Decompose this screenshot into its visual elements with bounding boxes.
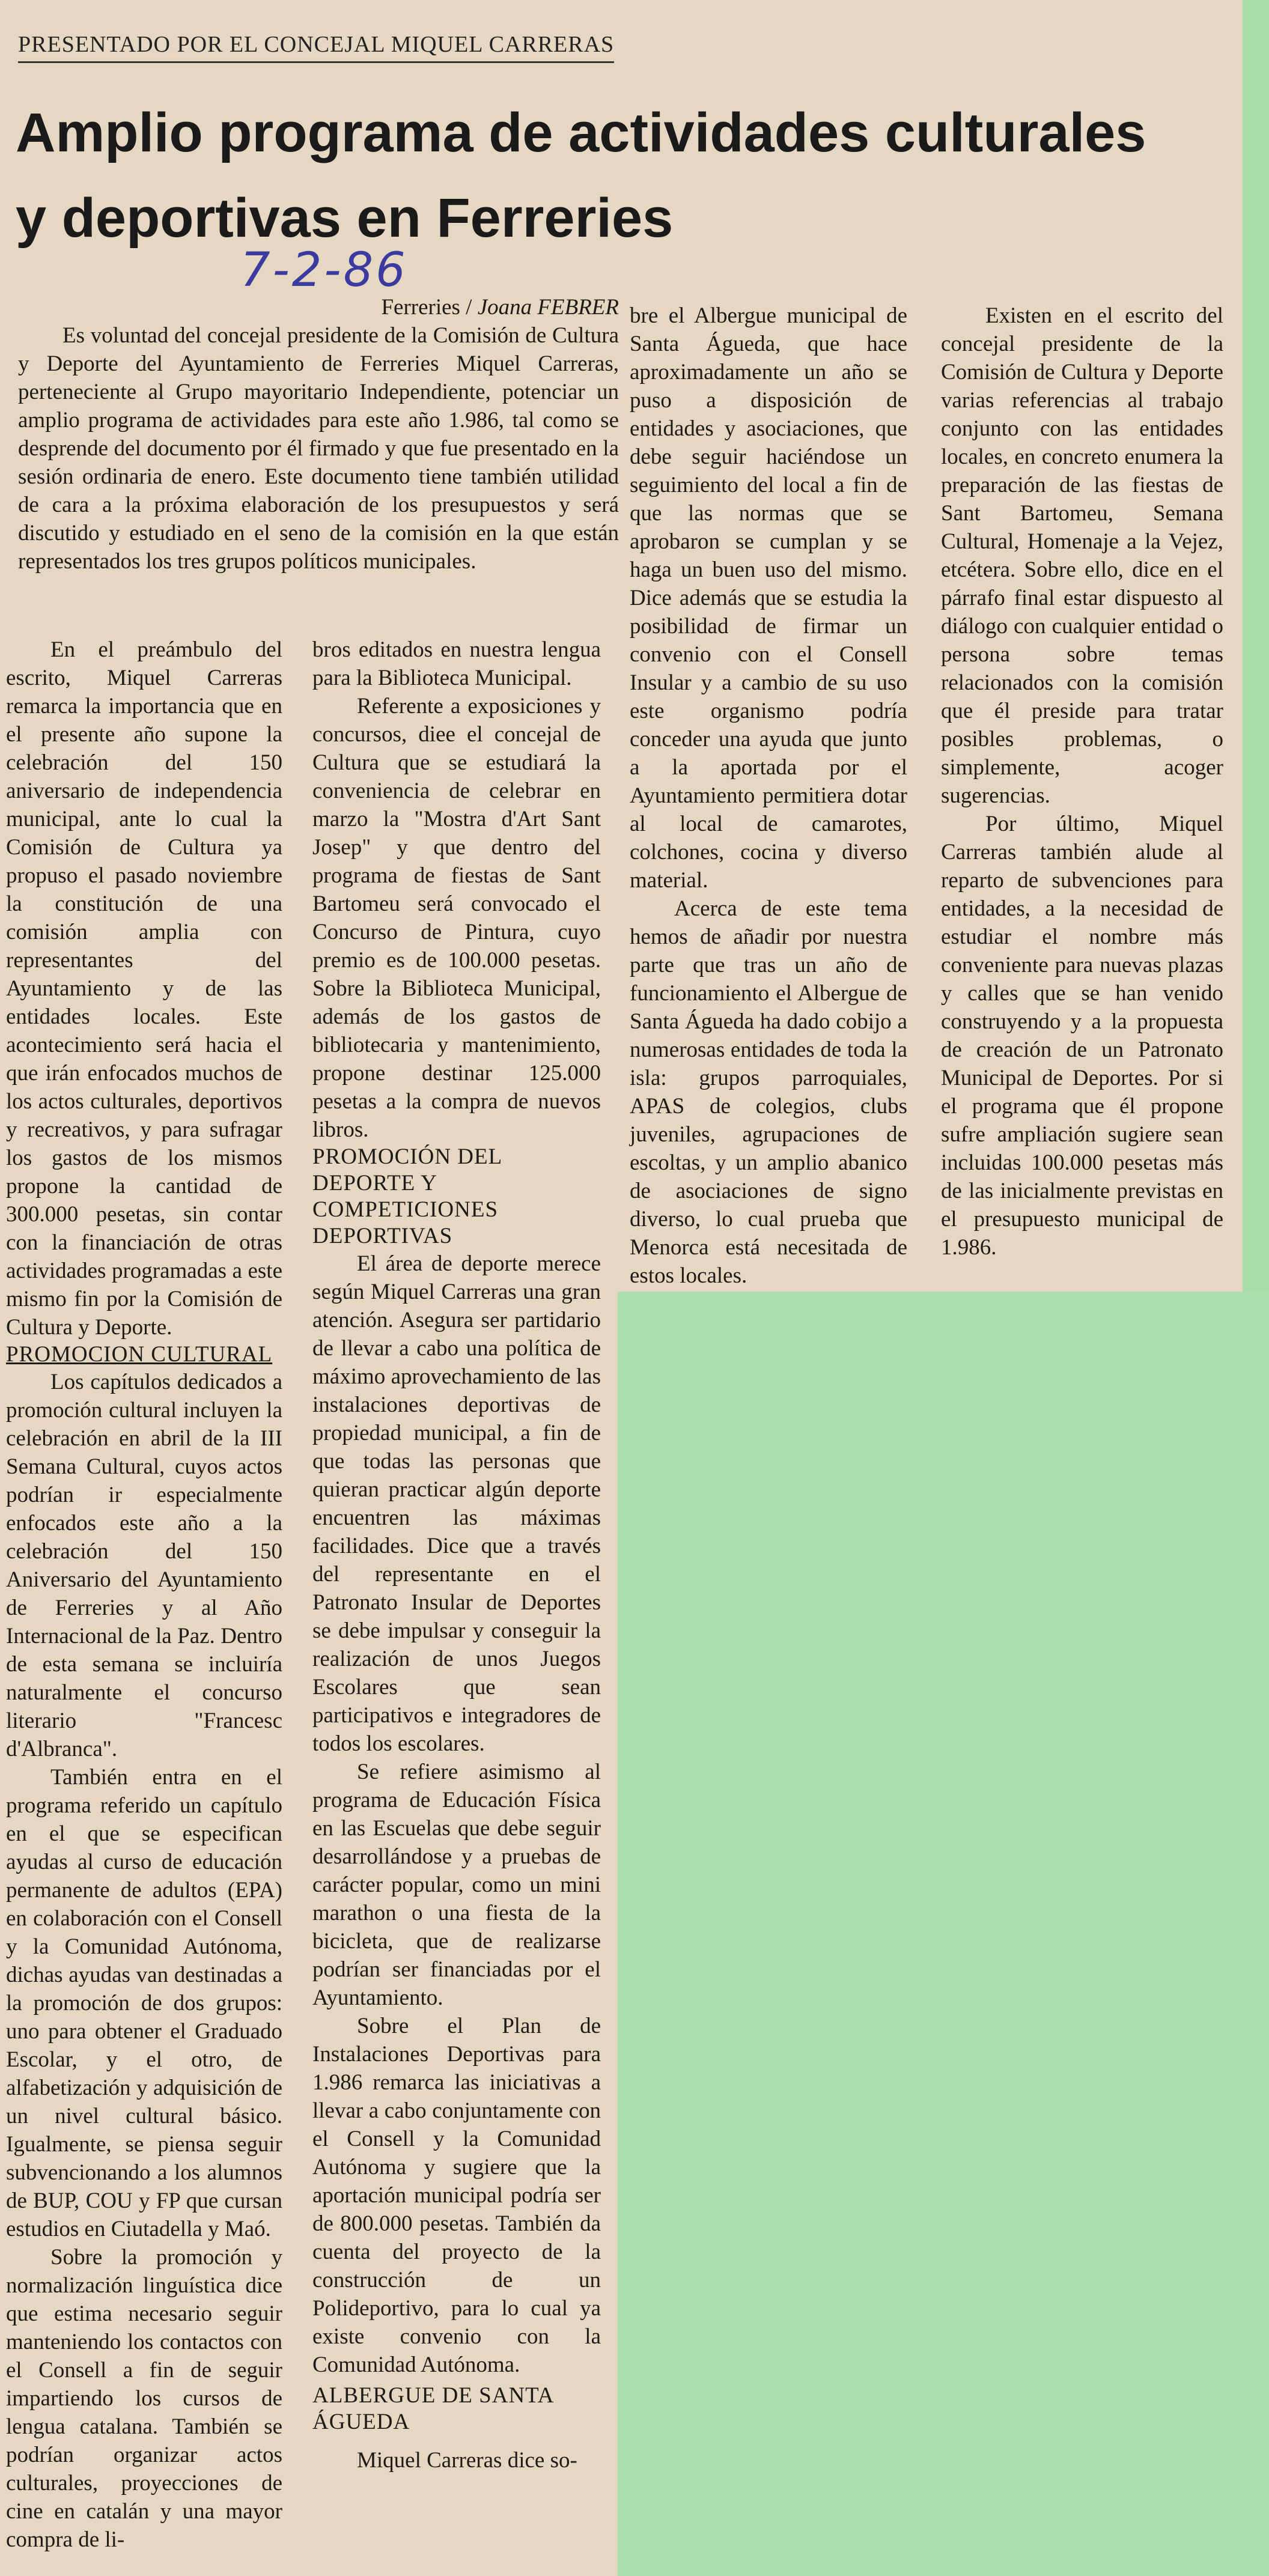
col2-paragraph-4: Se refiere asimismo al programa de Educación Física en las Escuelas que debe seguir desarrollándose y a pruebas de carácter popular, como un mini marathon o una fiesta de la bicicleta, que de realizarse podrían ser financiadas por el Ayuntamiento.: [312, 1760, 601, 2010]
col4-paragraph-2: Por último, Miquel Carreras también alude al reparto de subvenciones para entidades, a la necesidad de estudiar el nombre más conveniente para nuevas plazas y calles que se han venido construyendo y a la propuesta de creación de un Patronato Municipal de Deportes. Por si el programa que él propone sufre ampliación sugiere sean incluidas 100.000 pesetas más de las inicialmente previstas en el presupuesto municipal de 1.986.: [941, 812, 1223, 1260]
col2-paragraph-3: El área de deporte merece según Miquel Carreras una gran atención. Asegura ser partidario de llevar a cabo una política de máximo aprovechamiento de las instalaciones deportivas de propiedad municipal, a fin de que todas las personas que quieran practicar algún deporte encuentren las máximas facilidades. Dice que a través del representante en el Patronato Insular de Deportes se debe impulsar y conseguir la realización de unos Juegos Escolares que sean participativos e integradores de todos los escolares.: [312, 1251, 601, 1756]
col2-paragraph-1: bros editados en nuestra lengua para la Biblioteca Municipal.: [312, 637, 601, 690]
overline: PRESENTADO POR EL CONCEJAL MIQUEL CARRERAS: [18, 31, 614, 63]
subhead-albergue: ALBERGUE DE SANTA ÁGUEDA: [312, 2383, 553, 2434]
column-4: [941, 302, 1223, 1262]
byline-author: Joana FEBRER: [477, 295, 619, 320]
col1-paragraph-1: En el preámbulo del escrito, Miquel Carreras remarca la importancia que en el presente año supone la celebración del 150 aniversario de independencia municipal, ante lo cual la Comisión de Cultura ya propuso el pasado noviembre la constitución de una comisión amplia con representantes del Ayuntamiento y de las entidades locales. Este acontecimiento será hacia el que irán enfocados muchos de los actos culturales, deportivos y recreativos, y para sufragar los gastos de los mismos propone la cantidad de 300.000 pesetas, sin contar con la financiación de otras actividades programadas a este mismo fin por la Comisión de Cultura y Deporte.: [6, 637, 282, 1340]
lead-paragraph: Es voluntad del concejal presidente de la Comisión de Cultura y Deporte del Ayuntamiento de Ferreries Miquel Carreras, perteneciente al Grupo mayoritario Independiente, potenciar un amplio programa de actividades para este año 1.986, tal como se desprende del documento por él firmado y que fue presentado en la sesión ordinaria de enero. Este documento tiene también utilidad de cara a la próxima elaboración de los presupuestos y será discutido y estudiado en el seno de la comisión en la que están representados los tres grupos políticos municipales.: [18, 323, 619, 574]
green-background: [618, 1292, 1269, 2576]
col2-paragraph-5: Sobre el Plan de Instalaciones Deportivas para 1.986 remarca las iniciativas a llevar a cabo conjuntamente con el Consell y la Comunidad Autónoma y sugiere que la aportación municipal podría ser de 800.000 pesetas. También da cuenta del proyecto de la construcción de un Polideportivo, para lo cual ya existe convenio con la Comunidad Autónoma.: [312, 2014, 601, 2377]
col3-paragraph-1: bre el Albergue municipal de Santa Águeda, que hace aproximadamente un año se puso a disposición de entidades y asociaciones, que debe seguir haciéndose un seguimiento del local a fin de que las normas que se aprobaron se cumplan y se haga un buen uso del mismo. Dice además que se estudia la posibilidad de firmar un convenio con el Consell Insular y a cambio de su uso este organismo podría conceder una ayuda que junto a la aportada por el Ayuntamiento permitiera dotar al local de camarotes, colchones, cocina y diverso material.: [630, 303, 907, 893]
byline-place: Ferreries /: [381, 295, 472, 320]
byline: [18, 293, 619, 321]
green-background-edge: [1243, 0, 1269, 1292]
headline: Amplio programa de actividades culturales y deportivas en Ferreries: [16, 102, 1146, 249]
column-3: [630, 302, 907, 1290]
col2-paragraph-6: Miquel Carreras dice so-: [357, 2448, 577, 2473]
subhead-promocion-cultural: PROMOCION CULTURAL: [6, 1342, 273, 1367]
col3-paragraph-2: Acerca de este tema hemos de añadir por nuestra parte que tras un año de funcionamiento el Albergue de Santa Águeda ha dado cobijo a numerosas entidades de toda la isla: grupos parroquiales, APAS de colegios, clubs juveniles, agrupaciones de escoltas, y un amplio abanico de asociaciones de signo diverso, lo cual prueba que Menorca está necesitada de estos locales.: [630, 896, 907, 1288]
col1-paragraph-2: Los capítulos dedicados a promoción cultural incluyen la celebración en abril de la III Semana Cultural, cuyos actos podrían ir especialmente enfocados este año a la celebración del 150 Aniversario del Ayuntamiento de Ferreries y al Año Internacional de la Paz. Dentro de esta semana se incluiría naturalmente el concurso literario "Francesc d'Albranca".: [6, 1370, 282, 1761]
handwritten-date: 7-2-86: [240, 243, 408, 297]
column-1: [6, 636, 282, 2554]
subhead-promocion-deporte: PROMOCIÓN DEL DEPORTE Y COMPETICIONES DEPORTIVAS: [312, 1144, 502, 1248]
col4-paragraph-1: Existen en el escrito del concejal presidente de la Comisión de Cultura y Deporte varias referencias al trabajo conjunto con las entidades locales, en concreto enumera la preparación de las fiestas de Sant Bartomeu, Semana Cultural, Homenaje a la Vejez, etcétera. Sobre ello, dice en el párrafo final estar dispuesto al diálogo con cualquier entidad o persona sobre temas relacionados con la comisión que él preside para tratar posibles problemas, o simplemente, acoger sugerencias.: [941, 303, 1223, 808]
col1-paragraph-4: Sobre la promoción y normalización linguística dice que estima necesario seguir manteniendo los contactos con el Consell a fin de seguir impartiendo los cursos de lengua catalana. También se podrían organizar actos culturales, proyecciones de cine en catalán y una mayor compra de li-: [6, 2245, 282, 2552]
col1-paragraph-3: También entra en el programa referido un capítulo en el que se especifican ayudas al curso de educación permanente de adultos (EPA) en colaboración con el Consell y la Comunidad Autónoma, dichas ayudas van destinadas a la promoción de dos grupos: uno para obtener el Graduado Escolar, y el otro, de alfabetización y adquisición de un nivel cultural básico. Igualmente, se piensa seguir subvencionando a los alumnos de BUP, COU y FP que cursan estudios en Ciutadella y Maó.: [6, 1765, 282, 2241]
column-2: [312, 636, 601, 2474]
lead-column: [18, 293, 619, 576]
col2-paragraph-2: Referente a exposiciones y concursos, diee el concejal de Cultura que se estudiará la conveniencia de celebrar en marzo la "Mostra d'Art Sant Josep" y que dentro del programa de fiestas de Sant Bartomeu será convocado el Concurso de Pintura, cuyo premio es de 100.000 pesetas. Sobre la Biblioteca Municipal, además de los gastos de bibliotecaria y mantenimiento, propone destinar 125.000 pesetas a la compra de nuevos libros.: [312, 694, 601, 1142]
